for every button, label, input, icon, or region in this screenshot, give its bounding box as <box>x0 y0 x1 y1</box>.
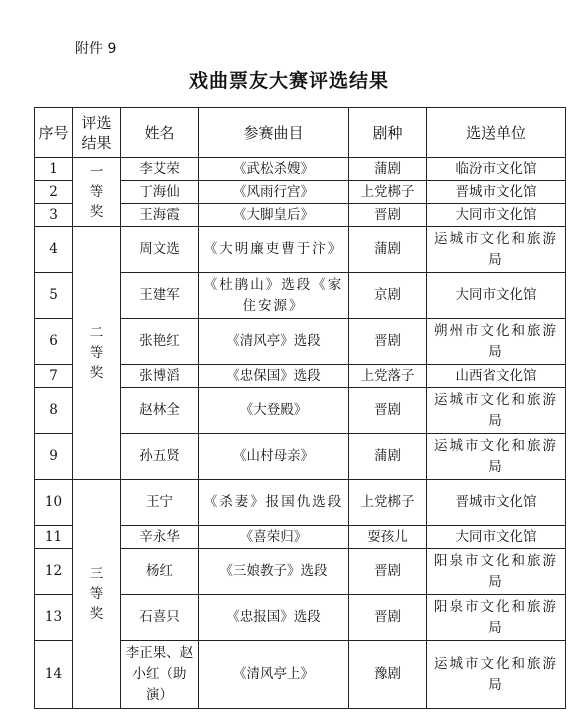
row-unit: 临汾市文化馆 <box>427 158 566 181</box>
results-table <box>34 107 566 709</box>
header-result: 评选结果 <box>73 108 121 158</box>
row-name: 石喜只 <box>121 595 199 641</box>
header-unit: 选送单位 <box>427 108 566 158</box>
header-opera-type: 剧种 <box>349 108 427 158</box>
row-index: 4 <box>35 227 73 273</box>
row-index: 3 <box>35 204 73 227</box>
row-name: 王宁 <box>121 480 199 526</box>
row-piece: 《忠报国》选段 <box>199 595 349 641</box>
row-opera-type: 晋剧 <box>349 204 427 227</box>
row-unit: 大同市文化馆 <box>427 273 566 319</box>
row-name: 王海霞 <box>121 204 199 227</box>
row-opera-type: 蒲剧 <box>349 158 427 181</box>
row-opera-type: 豫剧 <box>349 641 427 709</box>
table-row <box>35 158 566 181</box>
row-opera-type: 晋剧 <box>349 319 427 365</box>
table-header-row <box>35 108 566 158</box>
row-unit: 大同市文化馆 <box>427 526 566 549</box>
row-unit: 运城市文化和旅游局 <box>427 641 566 709</box>
row-piece: 《风雨行宫》 <box>199 181 349 204</box>
row-name: 杨红 <box>121 549 199 595</box>
row-index: 8 <box>35 388 73 434</box>
row-piece: 《杀妻》报国仇选段 <box>199 480 349 526</box>
row-index: 14 <box>35 641 73 709</box>
row-opera-type: 上党落子 <box>349 365 427 388</box>
header-name: 姓名 <box>121 108 199 158</box>
row-unit: 大同市文化馆 <box>427 204 566 227</box>
row-name: 辛永华 <box>121 526 199 549</box>
row-name: 李正果、赵小红（助演） <box>121 641 199 709</box>
row-index: 9 <box>35 434 73 480</box>
row-index: 11 <box>35 526 73 549</box>
row-index: 12 <box>35 549 73 595</box>
row-unit: 阳泉市文化和旅游局 <box>427 549 566 595</box>
row-opera-type: 京剧 <box>349 273 427 319</box>
row-piece: 《清风亭上》 <box>199 641 349 709</box>
row-piece: 《武松杀嫂》 <box>199 158 349 181</box>
award-second: 二 等 奖 <box>73 227 121 480</box>
row-opera-type: 上党梆子 <box>349 181 427 204</box>
row-piece: 《三娘教子》选段 <box>199 549 349 595</box>
row-name: 张博滔 <box>121 365 199 388</box>
row-piece: 《大脚皇后》 <box>199 204 349 227</box>
row-name: 王建军 <box>121 273 199 319</box>
row-index: 1 <box>35 158 73 181</box>
row-name: 孙五贤 <box>121 434 199 480</box>
table-row <box>35 227 566 273</box>
row-piece: 《喜荣归》 <box>199 526 349 549</box>
row-opera-type: 上党梆子 <box>349 480 427 526</box>
row-index: 2 <box>35 181 73 204</box>
row-unit: 运城市文化和旅游局 <box>427 227 566 273</box>
row-opera-type: 晋剧 <box>349 388 427 434</box>
row-piece: 《山村母亲》 <box>199 434 349 480</box>
row-index: 7 <box>35 365 73 388</box>
row-unit: 运城市文化和旅游局 <box>427 434 566 480</box>
row-unit: 晋城市文化馆 <box>427 181 566 204</box>
row-opera-type: 晋剧 <box>349 595 427 641</box>
row-index: 5 <box>35 273 73 319</box>
row-unit: 山西省文化馆 <box>427 365 566 388</box>
row-piece: 《杜鹃山》选段《家住安源》 <box>199 273 349 319</box>
row-unit: 朔州市文化和旅游局 <box>427 319 566 365</box>
row-unit: 运城市文化和旅游局 <box>427 388 566 434</box>
row-name: 李艾荣 <box>121 158 199 181</box>
header-piece: 参赛曲目 <box>199 108 349 158</box>
row-opera-type: 耍孩儿 <box>349 526 427 549</box>
row-name: 张艳红 <box>121 319 199 365</box>
attachment-label: 附件 9 <box>75 41 117 57</box>
row-piece: 《大登殿》 <box>199 388 349 434</box>
row-index: 6 <box>35 319 73 365</box>
award-first: 一 等 奖 <box>73 158 121 227</box>
row-opera-type: 晋剧 <box>349 549 427 595</box>
row-name: 周文选 <box>121 227 199 273</box>
row-index: 13 <box>35 595 73 641</box>
row-piece: 《大明廉吏曹于汴》 <box>199 227 349 273</box>
row-piece: 《清风亭》选段 <box>199 319 349 365</box>
row-name: 丁海仙 <box>121 181 199 204</box>
row-opera-type: 蒲剧 <box>349 227 427 273</box>
row-unit: 晋城市文化馆 <box>427 480 566 526</box>
row-unit: 阳泉市文化和旅游局 <box>427 595 566 641</box>
row-opera-type: 蒲剧 <box>349 434 427 480</box>
document-title: 戏曲票友大赛评选结果 <box>188 70 389 92</box>
row-piece: 《忠保国》选段 <box>199 365 349 388</box>
table-row <box>35 480 566 526</box>
award-third: 三 等 奖 <box>73 480 121 709</box>
row-index: 10 <box>35 480 73 526</box>
header-index: 序号 <box>35 108 73 158</box>
row-name: 赵林全 <box>121 388 199 434</box>
